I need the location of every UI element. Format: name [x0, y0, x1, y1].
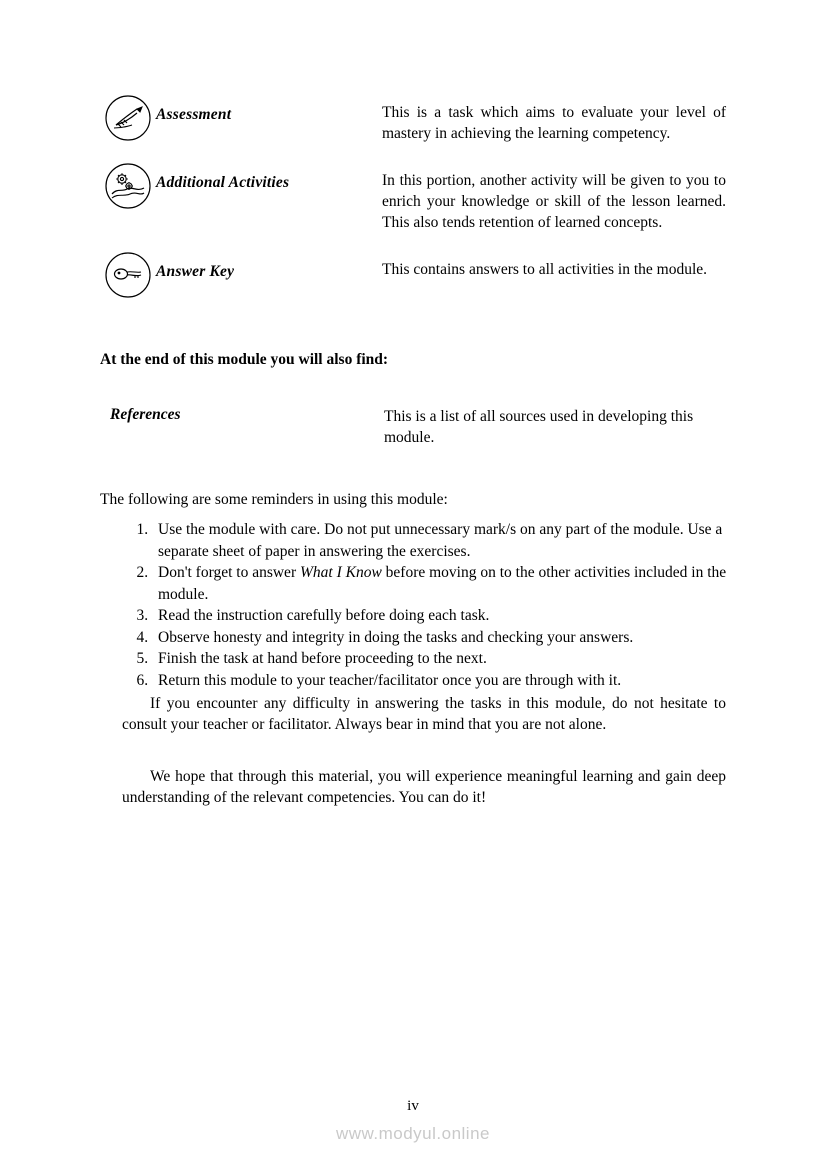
at-end-of-module-text: At the end of this module you will also find: — [100, 351, 389, 368]
reminders-intro: The following are some reminders in using this module: — [100, 491, 448, 508]
legend-description: This is a task which aims to evaluate your level of mastery in achieving the learning competency. — [382, 104, 726, 142]
legend-row — [100, 249, 726, 299]
list-item: 3. Read the instruction carefully before doing each task. — [152, 605, 772, 627]
hand-writing-icon — [100, 92, 156, 142]
legend-description: In this portion, another activity will be given to you to enrich your knowledge or skill of the lesson learned. This also tends retention of learned concepts. — [382, 172, 726, 231]
references-description: This is a list of all sources used in developing this module. — [384, 408, 694, 446]
legend-row — [100, 160, 726, 233]
legend-label: Answer Key — [156, 263, 235, 280]
list-item: 6. Return this module to your teacher/facilitator once you are through with it. — [152, 670, 772, 692]
gears-landscape-icon — [100, 160, 156, 210]
module-icon-legend — [100, 92, 726, 315]
references-row — [110, 406, 726, 448]
legend-row — [100, 92, 726, 144]
reminder-2-after: before moving on to the other activities included in the module. — [158, 564, 727, 603]
legend-label: Additional Activities — [156, 174, 290, 191]
list-item: 5. Finish the task at hand before proceeding to the next. — [152, 648, 772, 670]
page-number: iv — [407, 1098, 419, 1114]
references-label: References — [110, 406, 181, 423]
list-item: 1. Use the module with care. Do not put unnecessary mark/s on any part of the module. Use a separate sheet of paper in answering the exercises. — [152, 519, 772, 562]
watermark: www.modyul.online — [335, 1124, 490, 1143]
reminder-2-before: Don't forget to answer — [158, 564, 300, 581]
reminder-2-italic: What I Know — [299, 564, 382, 581]
key-icon — [100, 249, 156, 299]
reminders-list — [112, 519, 772, 691]
legend-description: This contains answers to all activities in the module. — [382, 261, 708, 278]
legend-label: Assessment — [156, 106, 232, 123]
list-item — [152, 562, 772, 605]
closing-paragraph-1: If you encounter any difficulty in answering the tasks in this module, do not hesitate to consult your teacher or facilitator. Always bear in mind that you are not alone. — [122, 695, 726, 733]
closing-paragraph-2: We hope that through this material, you will experience meaningful learning and gain deep understanding of the relevant competencies. You can do it! — [122, 768, 726, 806]
list-item: 4. Observe honesty and integrity in doing the tasks and checking your answers. — [152, 627, 772, 649]
